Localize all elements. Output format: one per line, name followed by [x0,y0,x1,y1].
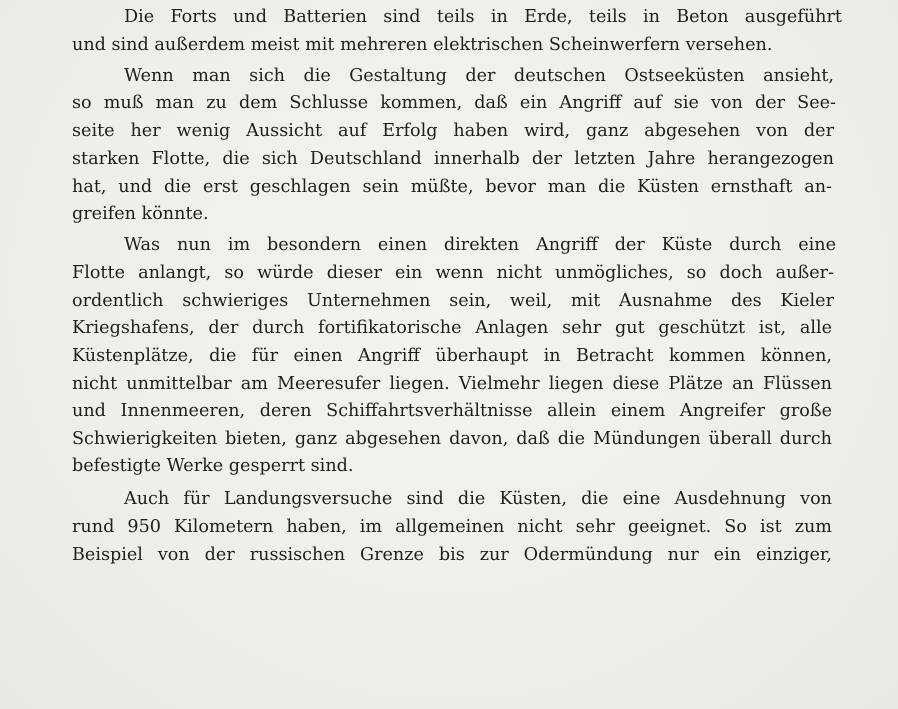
text-line: Die Forts und Batterien sind teils in Erde, teils in Beton ausgeführt [124,7,842,27]
text-line: Kriegshafens, der durch fortifikatorische Anlagen sehr gut geschützt ist, alle [72,318,832,338]
text-line: und Innenmeeren, deren Schiffahrtsverhältnisse allein einem Angreifer große [72,401,832,421]
text-line: hat, und die erst geschlagen sein müßte, bevor man die Küsten ernsthaft an- [72,177,832,197]
text-line: so muß man zu dem Schlusse kommen, daß ein Angriff auf sie von der See- [72,93,836,113]
text-line: Flotte anlangt, so würde dieser ein wenn nicht unmögliches, so doch außer- [72,263,834,283]
text-line: Beispiel von der russischen Grenze bis zur Odermündung nur ein einziger, [72,545,832,565]
text-line: greifen könnte. [72,204,209,224]
text-line: und sind außerdem meist mit mehreren elektrischen Scheinwerfern versehen. [72,35,773,55]
text-line: starken Flotte, die sich Deutschland innerhalb der letzten Jahre herangezogen [72,149,834,169]
text-line: Auch für Landungsversuche sind die Küsten, die eine Ausdehnung von [124,489,832,509]
text-line: rund 950 Kilometern haben, im allgemeinen nicht sehr geeignet. So ist zum [72,517,832,537]
text-line: Schwierigkeiten bieten, ganz abgesehen davon, daß die Mündungen überall durch [72,429,832,449]
text-line: ordentlich schwieriges Unternehmen sein, weil, mit Ausnahme des Kieler [72,291,834,311]
text-line: Was nun im besondern einen direkten Angriff der Küste durch eine [124,235,836,255]
text-line: Wenn man sich die Gestaltung der deutschen Ostseeküsten ansieht, [124,66,834,86]
text-line: Küstenplätze, die für einen Angriff überhaupt in Betracht kommen können, [72,346,832,366]
text-line: befestigte Werke gesperrt sind. [72,456,354,476]
text-line: seite her wenig Aussicht auf Erfolg haben wird, ganz abgesehen von der [72,121,834,141]
text-line: nicht unmittelbar am Meeresufer liegen. Vielmehr liegen diese Plätze an Flüssen [72,374,832,394]
